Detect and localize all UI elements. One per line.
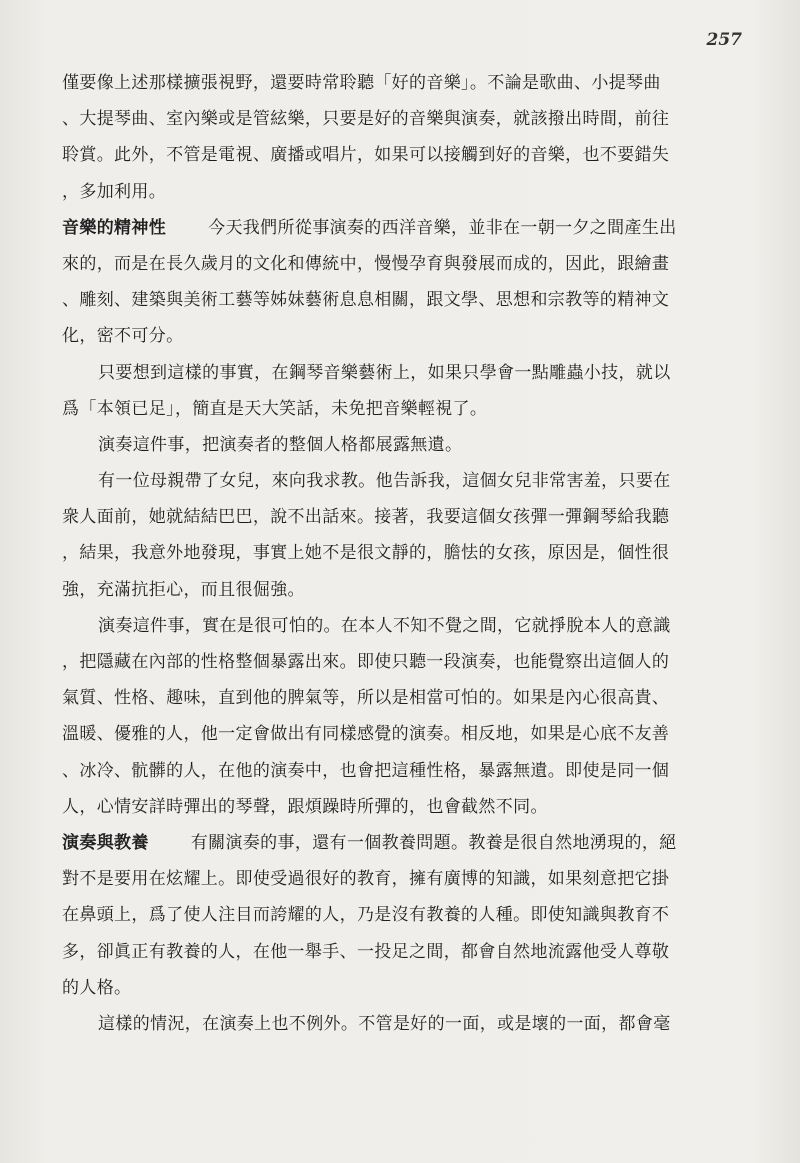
line-text: 、雕刻、建築與美術工藝等姊妹藝術息息相關，跟文學、思想和宗教等的精神文	[62, 290, 670, 311]
section-heading: 音樂的精神性	[62, 217, 167, 238]
text-line	[62, 108, 748, 130]
line-text: 溫暖、優雅的人，他一定會做出有同樣感覺的演奏。相反地，如果是心底不友善	[62, 724, 670, 745]
text-line	[62, 615, 748, 637]
line-text: 有一位母親帶了女兒，來向我求教。他告訴我，這個女兒非常害羞，只要在	[98, 471, 671, 492]
line-text: 人，心情安詳時彈出的琴聲，跟煩躁時所彈的，也會截然不同。	[62, 796, 548, 817]
line-text: 演奏這件事，實在是很可怕的。在本人不知不覺之間，它就掙脫本人的意識	[98, 615, 671, 636]
line-text: 氣質、性格、趣味，直到他的脾氣等，所以是相當可怕的。如果是內心很高貴、	[62, 688, 670, 709]
line-text: 爲「本領已足」，簡直是天大笑話，未免把音樂輕視了。	[62, 398, 488, 419]
text-line	[62, 868, 748, 890]
line-text: ，把隱藏在內部的性格整個暴露出來。即使只聽一段演奏，也能覺察出這個人的	[62, 652, 670, 672]
text-line	[62, 542, 748, 564]
line-text: 強，充滿抗拒心，而且很倔強。	[62, 579, 305, 600]
line-text: ，多加利用。	[62, 181, 167, 202]
line-text: 聆賞。此外，不管是電視、廣播或唱片，如果可以接觸到好的音樂，也不要錯失	[62, 145, 670, 166]
text-line	[62, 796, 748, 818]
line-text: 來的，而是在長久歲月的文化和傳統中，慢慢孕育與發展而成的，因此，跟繪畫	[62, 253, 670, 274]
text-line	[62, 289, 748, 311]
line-text: 今天我們所從事演奏的西洋音樂，並非在一朝一夕之間產生出	[208, 217, 677, 238]
line-text: 有關演奏的事，還有一個教養問題。教養是很自然地湧現的，絕	[190, 832, 677, 853]
line-text: 對不是要用在炫耀上。即使受過很好的教育，擁有廣博的知識，如果刻意把它掛	[62, 869, 670, 890]
line-text: ，結果，我意外地發現，事實上她不是很文靜的，膽怯的女孩，原因是，個性很	[62, 543, 670, 564]
text-line	[62, 72, 748, 94]
text-line	[62, 579, 748, 601]
body-text	[62, 72, 748, 1049]
line-text: 的人格。	[62, 977, 132, 998]
page-number: 257	[706, 30, 742, 50]
text-line	[62, 434, 748, 456]
line-text: 僅要像上述那樣擴張視野，還要時常聆聽「好的音樂」。不論是歌曲、小提琴曲	[62, 73, 661, 93]
text-line	[62, 651, 748, 673]
text-line	[62, 253, 748, 275]
text-line	[62, 362, 748, 384]
text-line	[62, 398, 748, 420]
text-line	[62, 181, 748, 203]
text-line	[62, 217, 748, 239]
text-line	[62, 977, 748, 999]
line-text: 、冰冷、骯髒的人，在他的演奏中，也會把這種性格，暴露無遺。即使是同一個	[62, 760, 670, 781]
text-line	[62, 506, 748, 528]
text-line	[62, 1013, 748, 1035]
text-line	[62, 470, 748, 492]
text-line	[62, 687, 748, 709]
line-text: 演奏這件事，把演奏者的整個人格都展露無遺。	[98, 434, 463, 455]
line-text: 化，密不可分。	[62, 326, 184, 347]
line-text: 、大提琴曲、室內樂或是管絃樂，只要是好的音樂與演奏，就該撥出時間，前往	[62, 109, 670, 130]
text-line	[62, 144, 748, 166]
line-text: 這樣的情況，在演奏上也不例外。不管是好的一面，或是壞的一面，都會毫	[98, 1013, 671, 1034]
line-text: 衆人面前，她就結結巴巴，說不出話來。接著，我要這個女孩彈一彈鋼琴給我聽	[62, 507, 670, 528]
line-text: 多，卻眞正有教養的人，在他一舉手、一投足之間，都會自然地流露他受人尊敬	[62, 941, 670, 962]
line-text: 在鼻頭上，爲了使人注目而誇耀的人，乃是沒有教養的人種。即使知識與教育不	[62, 905, 670, 926]
text-line	[62, 904, 748, 926]
text-line	[62, 832, 748, 854]
text-line	[62, 325, 748, 347]
text-line	[62, 723, 748, 745]
text-line	[62, 760, 748, 782]
line-text: 只要想到這樣的事實，在鋼琴音樂藝術上，如果只學會一點雕蟲小技，就以	[98, 362, 671, 383]
section-heading: 演奏與教養	[62, 832, 149, 853]
text-line	[62, 941, 748, 963]
